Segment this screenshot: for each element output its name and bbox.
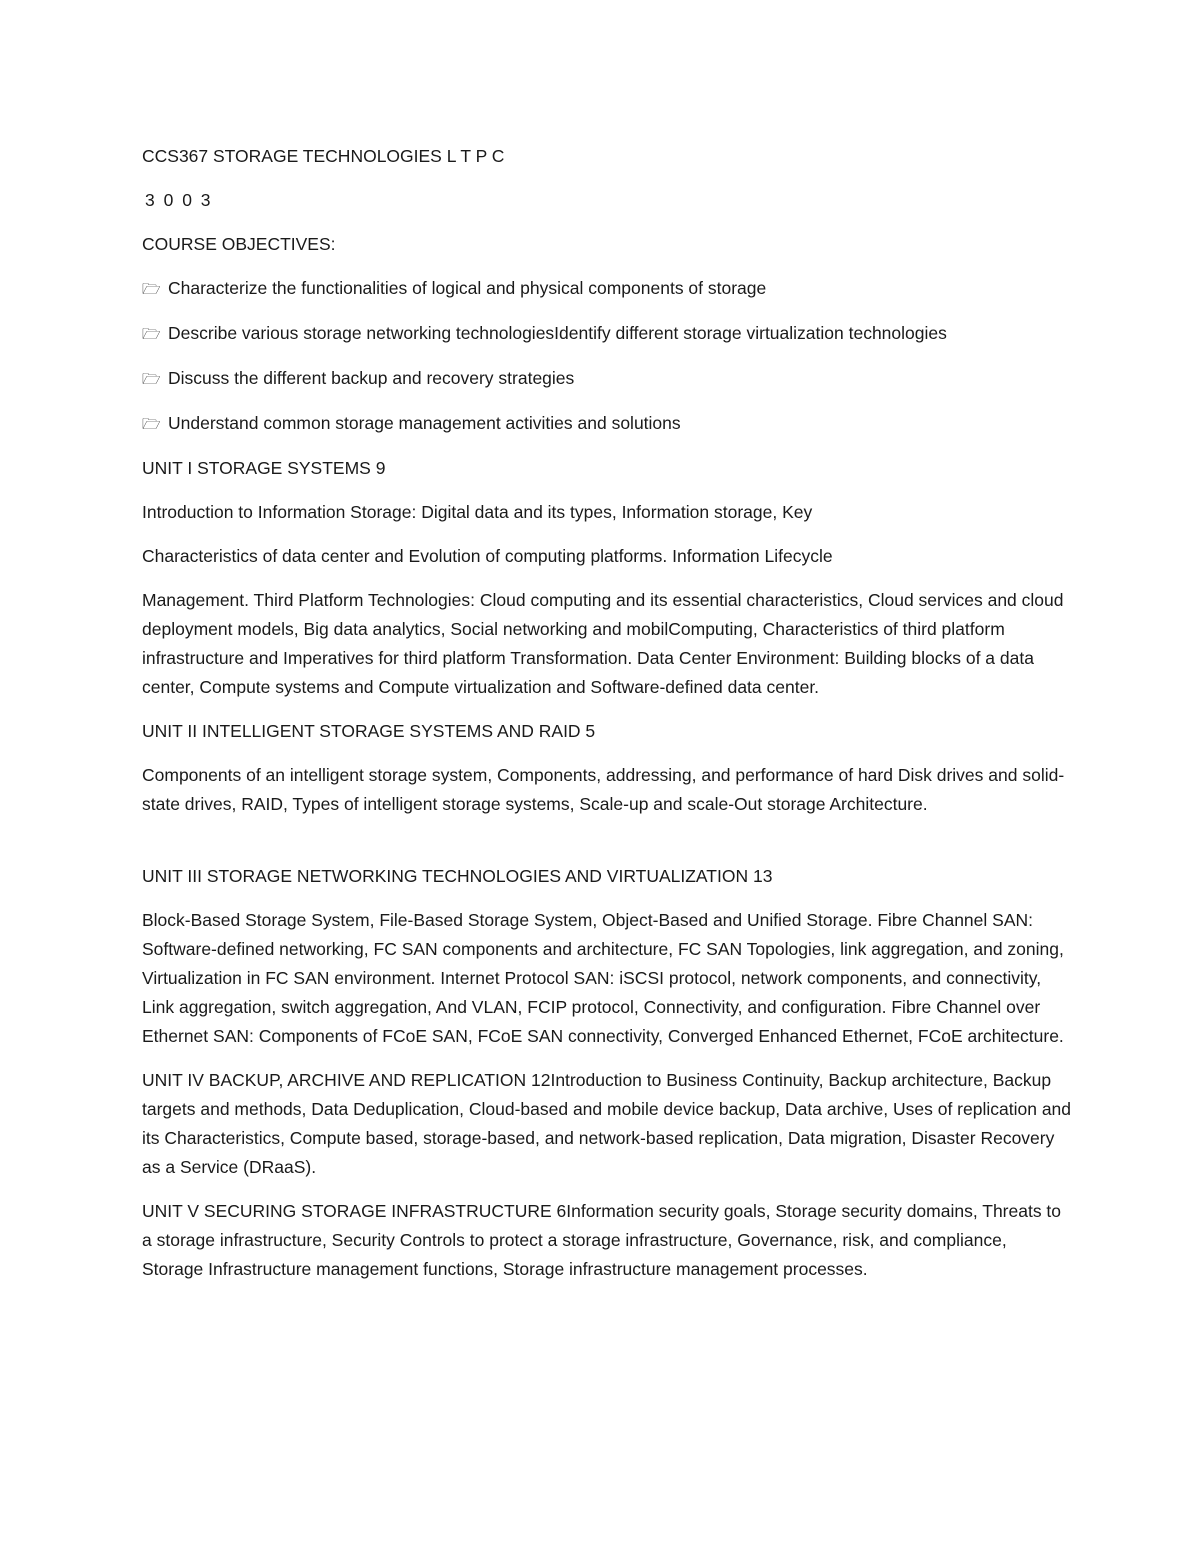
unit-5-text: UNIT V SECURING STORAGE INFRASTRUCTURE 6Information security goals, Storage security domains, Threats to a storage infrastructure, Security Controls to protect a storage infrastructure, Governance, risk, and compliance, Storage Infrastructure management functions, Storage infrastructure management processes. (142, 1201, 1062, 1279)
objectives-heading: COURSE OBJECTIVES: (142, 234, 336, 254)
unit-1-body: Management. Third Platform Technologies: Cloud computing and its essential characteristics, Cloud services and cloud deployment models, Big data analytics, Social networking and mobilComputing, Characteristics of third platform infrastructure and Imperatives for third platform Transformation. Data Center Environment: Building blocks of a data center, Compute systems and Compute virtualization and Software-defined data center. (142, 590, 1064, 697)
folder-icon: 🗁︎ (142, 371, 161, 388)
unit-1-line-1: Introduction to Information Storage: Digital data and its types, Information storage, Key (142, 502, 813, 522)
document-page (142, 142, 1072, 1299)
unit-3-body: Block-Based Storage System, File-Based Storage System, Object-Based and Unified Storage. Fibre Channel SAN: Software-defined networking, FC SAN components and architecture, FC SAN Topologies, link aggregation, and zoning, Virtualization in FC SAN environment. Internet Protocol SAN: iSCSI protocol, network components, and connectivity, Link aggregation, switch aggregation, And VLAN, FCIP protocol, Connectivity, and configuration. Fibre Channel over Ethernet SAN: Components of FCoE SAN, FCoE SAN connectivity, Converged Enhanced Ethernet, FCoE architecture. (142, 910, 1064, 1046)
unit-3-heading: UNIT III STORAGE NETWORKING TECHNOLOGIES AND VIRTUALIZATION 13 (142, 866, 773, 886)
unit-4-text: UNIT IV BACKUP, ARCHIVE AND REPLICATION 12Introduction to Business Continuity, Backup architecture, Backup targets and methods, Data Deduplication, Cloud-based and mobile device backup, Data archive, Uses of replication and its Characteristics, Compute based, storage-based, and network-based replication, Data migration, Disaster Recovery as a Service (DRaaS). (142, 1070, 1072, 1177)
objective-item (142, 364, 1072, 394)
unit-2-heading: UNIT II INTELLIGENT STORAGE SYSTEMS AND RAID 5 (142, 721, 596, 741)
objective-text: Characterize the functionalities of logical and physical components of storage (168, 278, 767, 298)
folder-icon: 🗁︎ (142, 326, 161, 343)
folder-icon: 🗁︎ (142, 416, 161, 433)
unit-2-body: Components of an intelligent storage system, Components, addressing, and performance of hard Disk drives and solid-state drives, RAID, Types of intelligent storage systems, Scale-up and scale-Out storage Architecture. (142, 765, 1065, 814)
objective-item (142, 274, 1072, 304)
spacer (142, 834, 1072, 862)
objective-text: Discuss the different backup and recovery strategies (168, 368, 575, 388)
folder-icon: 🗁︎ (142, 281, 161, 298)
unit-1-heading: UNIT I STORAGE SYSTEMS 9 (142, 458, 386, 478)
unit-1-line-2: Characteristics of data center and Evolution of computing platforms. Information Lifecycle (142, 546, 833, 566)
objective-text: Understand common storage management activities and solutions (168, 413, 681, 433)
objective-text: Describe various storage networking technologiesIdentify different storage virtualization technologies (168, 323, 947, 343)
course-title: CCS367 STORAGE TECHNOLOGIES L T P C (142, 146, 505, 166)
objective-item (142, 409, 1072, 439)
course-credits: 3 0 0 3 (145, 190, 213, 210)
objective-item (142, 319, 1072, 349)
